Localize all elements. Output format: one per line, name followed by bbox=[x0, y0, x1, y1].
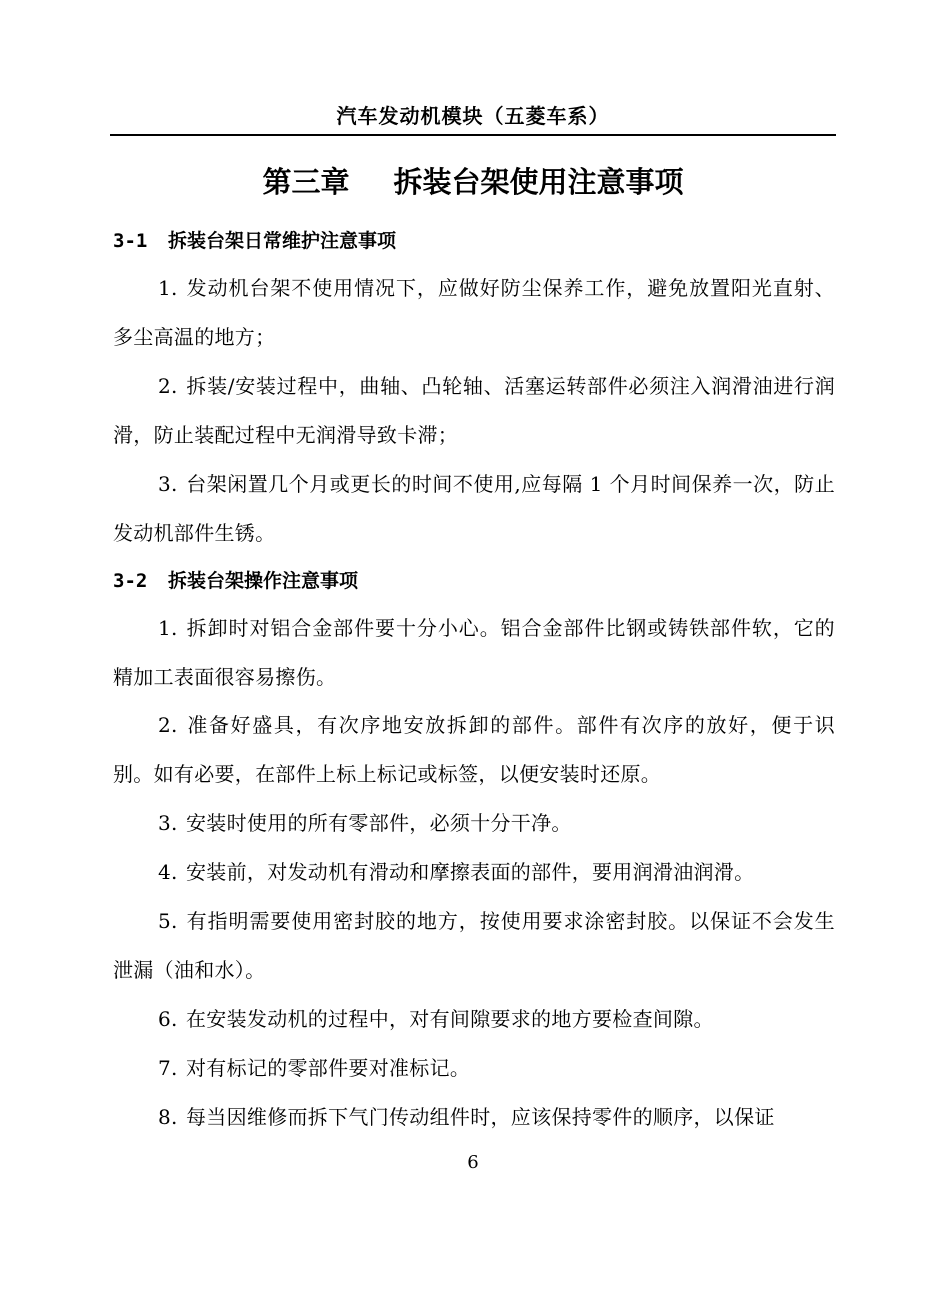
section-heading-3-2 bbox=[113, 566, 358, 596]
list-item bbox=[113, 799, 835, 848]
item-number: 3. bbox=[158, 811, 178, 835]
running-header: 汽车发动机模块（五菱车系） bbox=[336, 104, 610, 128]
item-text: 每当因维修而拆下气门传动组件时，应该保持零件的顺序，以保证 bbox=[186, 1105, 775, 1129]
item-number: 7. bbox=[158, 1056, 178, 1080]
item-text: 安装前，对发动机有滑动和摩擦表面的部件，要用润滑油润滑。 bbox=[186, 860, 755, 884]
chapter-name: 拆装台架使用注意事项 bbox=[393, 165, 684, 199]
item-text: 拆卸时对铝合金部件要十分小心。铝合金部件比钢或铸铁部件软，它的精加工表面很容易擦伤。 bbox=[113, 616, 835, 689]
section-title: 拆装台架操作注意事项 bbox=[168, 570, 359, 592]
item-text: 对有标记的零部件要对准标记。 bbox=[186, 1056, 471, 1080]
header-rule bbox=[110, 134, 836, 136]
item-number: 2. bbox=[158, 713, 178, 737]
section-heading-3-1 bbox=[113, 226, 396, 256]
item-number: 4. bbox=[158, 860, 178, 884]
item-text: 安装时使用的所有零部件，必须十分干净。 bbox=[186, 811, 572, 835]
list-item bbox=[113, 1044, 835, 1093]
list-item bbox=[113, 1093, 835, 1142]
item-text: 准备好盛具，有次序地安放拆卸的部件。部件有次序的放好，便于识别。如有必要，在部件上标上标记或标签，以便安装时还原。 bbox=[113, 713, 835, 786]
list-item bbox=[113, 995, 835, 1044]
list-item bbox=[113, 897, 835, 995]
item-text: 在安装发动机的过程中，对有间隙要求的地方要检查间隙。 bbox=[186, 1007, 714, 1031]
item-text: 拆装/安装过程中，曲轴、凸轮轴、活塞运转部件必须注入润滑油进行润滑，防止装配过程中无润滑导致卡滞； bbox=[113, 374, 835, 447]
item-text: 发动机台架不使用情况下，应做好防尘保养工作，避免放置阳光直射、多尘高温的地方； bbox=[113, 276, 835, 349]
section-number: 3-2 bbox=[113, 570, 148, 592]
item-number: 1. bbox=[158, 616, 178, 640]
page-number: 6 bbox=[467, 1152, 479, 1173]
list-item bbox=[113, 264, 835, 362]
item-number: 1. bbox=[158, 276, 178, 300]
item-number: 2. bbox=[158, 374, 178, 398]
list-item bbox=[113, 362, 835, 460]
item-number: 5. bbox=[158, 909, 178, 933]
item-number: 3. bbox=[158, 472, 178, 496]
section-number: 3-1 bbox=[113, 230, 148, 252]
item-number: 8. bbox=[158, 1105, 178, 1129]
chapter-title bbox=[110, 162, 836, 202]
list-item bbox=[113, 604, 835, 702]
list-item bbox=[113, 460, 835, 558]
item-text: 有指明需要使用密封胶的地方，按使用要求涂密封胶。以保证不会发生泄漏（油和水）。 bbox=[113, 909, 835, 982]
item-number: 6. bbox=[158, 1007, 178, 1031]
list-item bbox=[113, 848, 835, 897]
section-title: 拆装台架日常维护注意事项 bbox=[168, 230, 397, 252]
item-text: 台架闲置几个月或更长的时间不使用,应每隔 1 个月时间保养一次，防止发动机部件生锈。 bbox=[113, 472, 835, 545]
list-item bbox=[113, 701, 835, 799]
chapter-number: 第三章 bbox=[262, 165, 350, 199]
